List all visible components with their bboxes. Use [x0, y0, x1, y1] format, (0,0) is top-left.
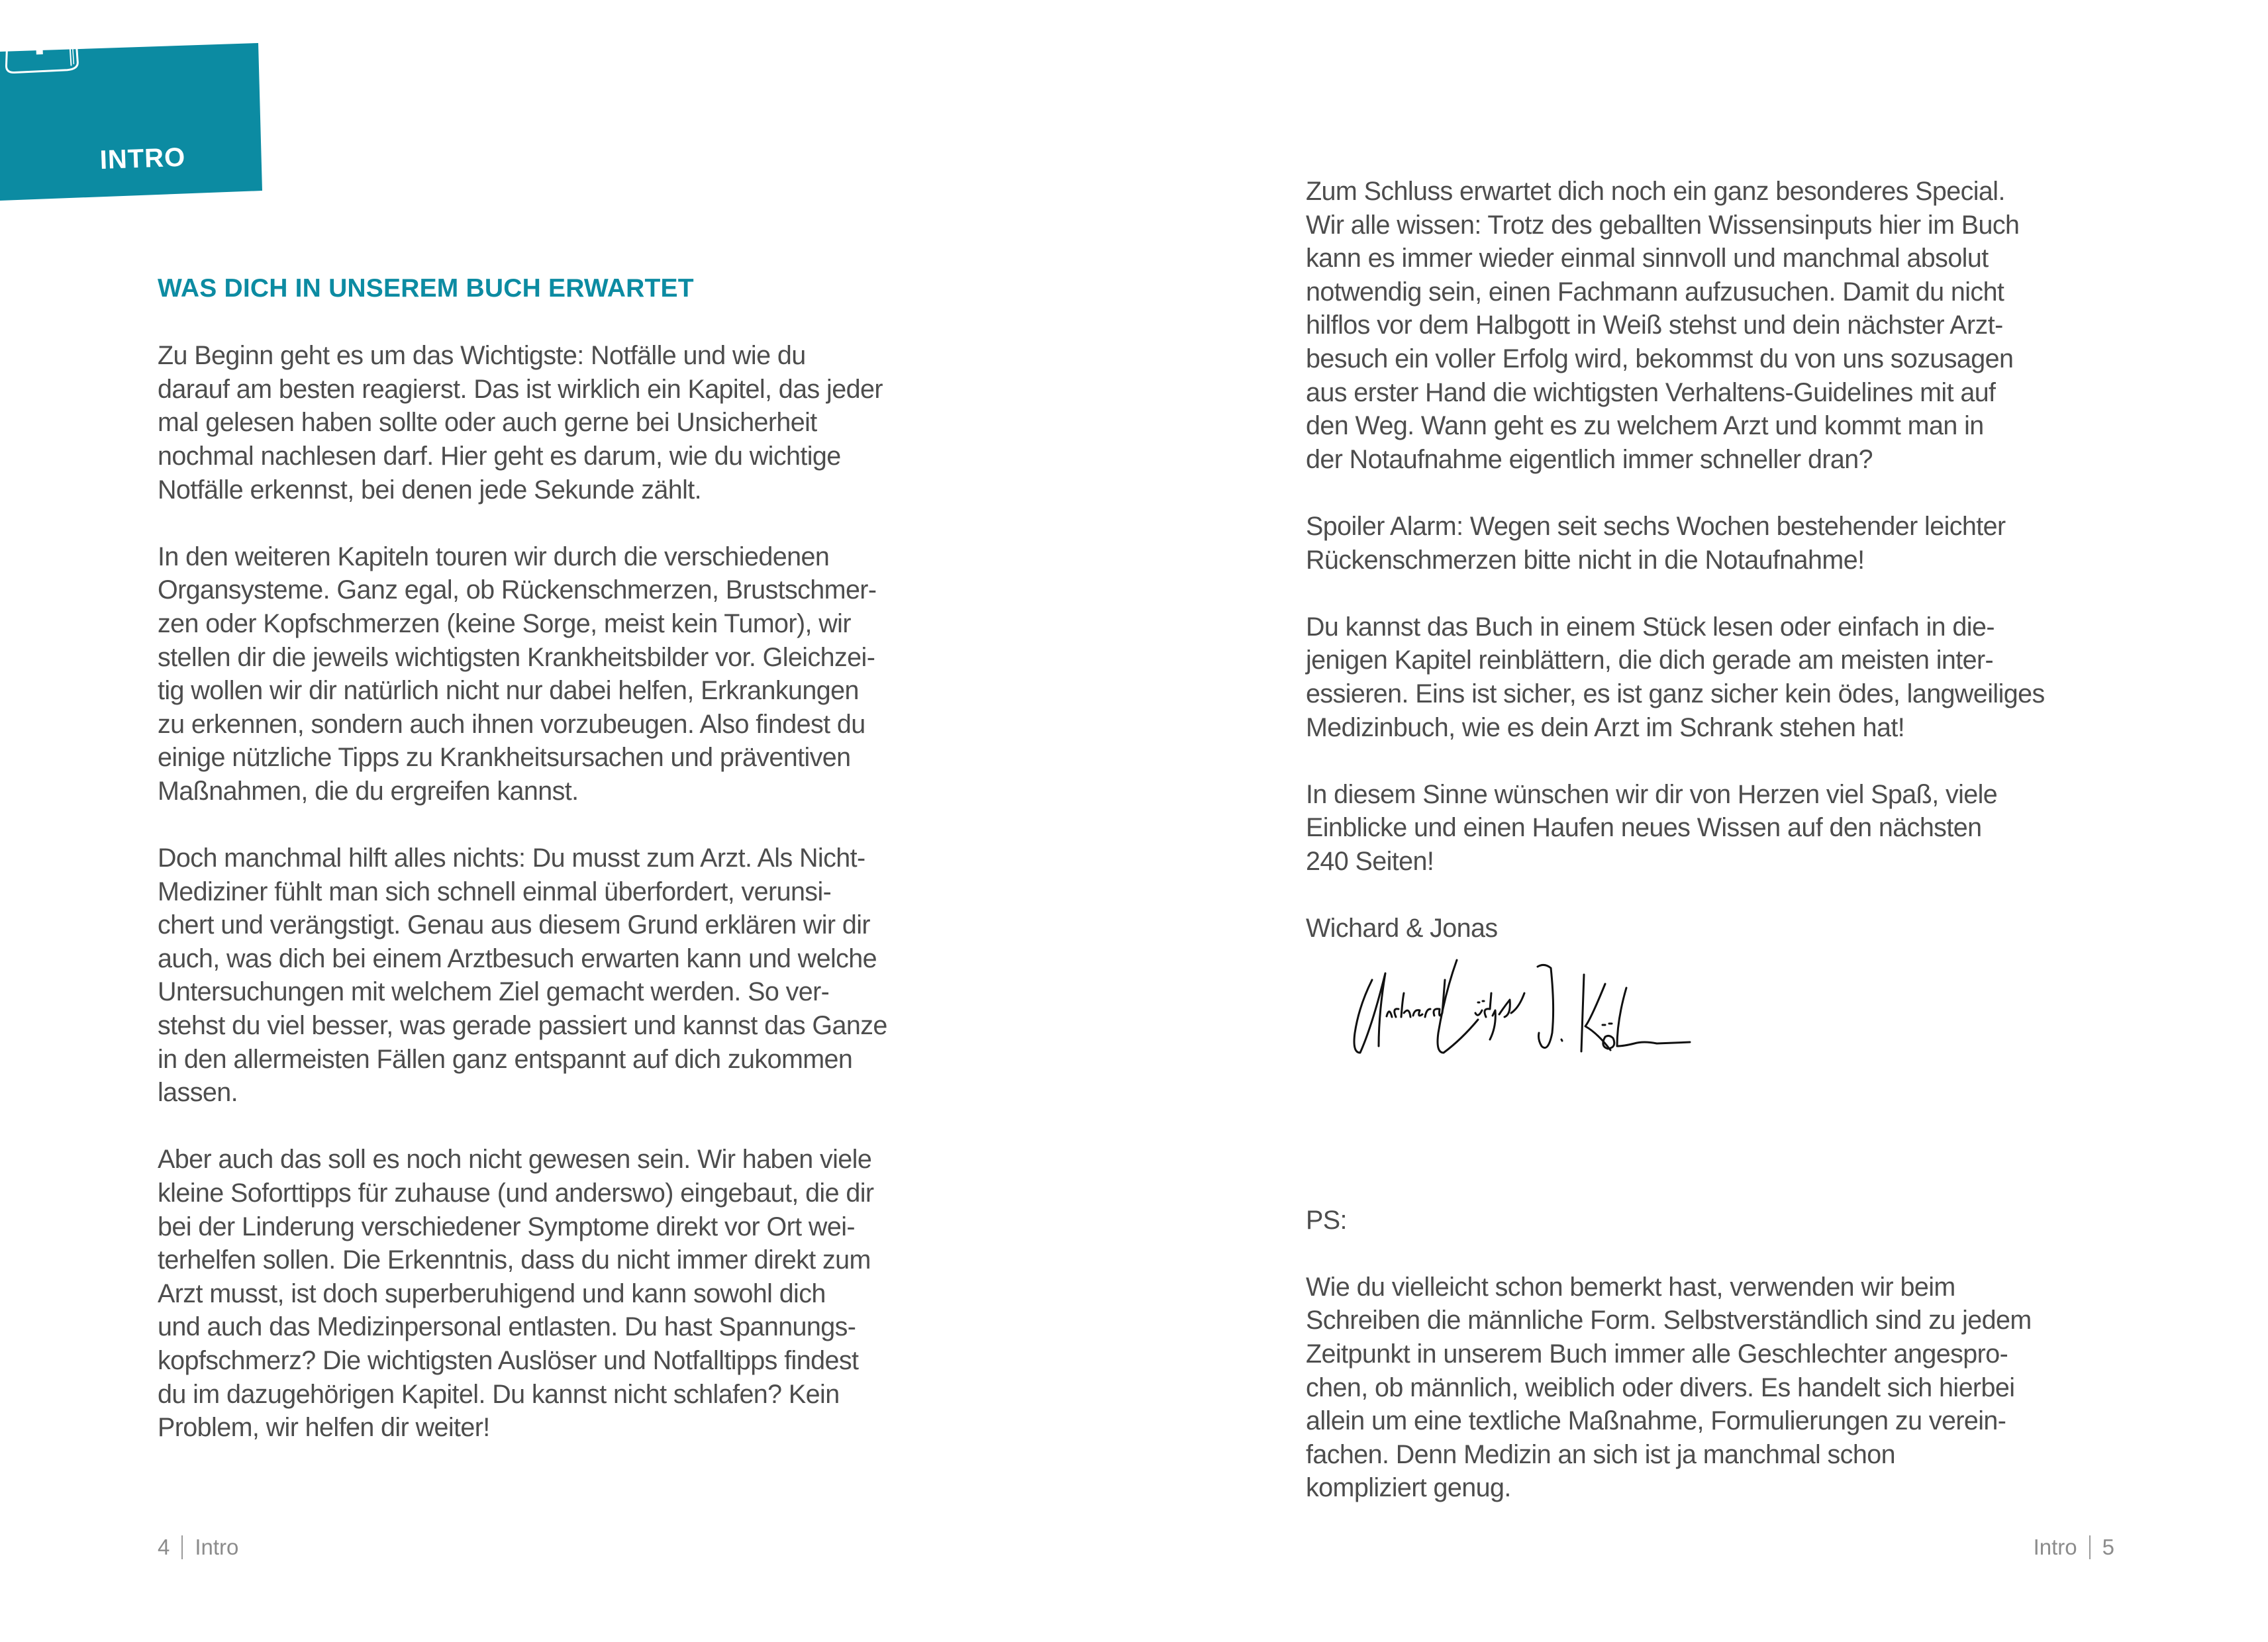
right-page-content [1306, 175, 2147, 1066]
paragraph: Zum Schluss erwartet dich noch ein ganz besonderes Special. Wir alle wissen: Trotz des geballten Wissensinputs hier im Buch kann es immer wieder einmal sinnvoll und manchmal absolut notwendig sein, einen Fachmann aufzusuchen. Damit du nicht hilflos vor dem Halbgott in Weiß stehst und dein nächster Arzt- besuch ein voller Erfolg wird, bekommst du von uns sozusagen aus erster Hand die wichtigsten Verhaltens-Guidelines mit auf den Weg. Wann geht es zu welchem Arzt und kommt man in der Notaufnahme eigentlich immer schneller dran? [1306, 177, 2020, 474]
footer-divider [181, 1535, 183, 1559]
chapter-banner [0, 0, 265, 212]
page-number: 5 [2102, 1535, 2114, 1559]
paragraph: Spoiler Alarm: Wegen seit sechs Wochen bestehender leichter Rückenschmerzen bitte nicht in die Notaufnahme! [1306, 511, 2006, 575]
page-number: 4 [158, 1535, 170, 1559]
running-section-title: Intro [2033, 1535, 2077, 1559]
paragraph: In den weiteren Kapiteln touren wir durch die verschiedenen Organsysteme. Ganz egal, ob Rückenschmerzen, Brustschmer- zen oder Kopfschmerzen (keine Sorge, meist kein Tumor), wir stellen dir die jeweils wichtigsten Krankheitsbilder vor. Gleichzei- tig wollen wir dir natürlich nicht nur dabei helfen, Erkrankungen zu erkennen, sondern auch ihnen vorzubeugen. Also findest du einige nützliche Tipps zu Krankheitsursachen und präventiven Maßnahmen, die du ergreifen kannst. [158, 542, 877, 806]
paragraph: Zu Beginn geht es um das Wichtigste: Notfälle und wie du darauf am besten reagierst. Das ist wirklich ein Kapitel, das jeder mal gelesen haben sollte oder auch gerne bei Unsicherheit nochmal nachlesen darf. Hier geht es darum, wie du wichtige Notfälle erkennst, bei denen jede Sekunde zählt. [158, 341, 883, 505]
paragraph: In diesem Sinne wünschen wir dir von Herzen viel Spaß, viele Einblicke und einen Haufen neues Wissen auf den nächsten 240 Seiten! [1306, 779, 1998, 876]
ps-label: PS: [1306, 1205, 1347, 1235]
postscript [1306, 1170, 2147, 1539]
paragraph: Aber auch das soll es noch nicht gewesen sein. Wir haben viele kleine Soforttipps für zuhause (und anderswo) eingebaut, die dir bei der Linderung verschiedener Symptome direkt vor Ort wei- terhelfen sollen. Die Erkenntnis, dass du nicht immer direkt zum Arzt musst, ist doch superberuhigend und kann sowohl dich und auch das Medizinpersonal entlasten. Du hast Spannungs- kopfschmerz? Die wichtigsten Auslöser und Notfalltipps findest du im dazugehörigen Kapitel. Du kannst nicht schlafen? Kein Problem, wir helfen dir weiter! [158, 1145, 874, 1443]
section-heading: WAS DICH IN UNSEREM BUCH ERWARTET [158, 274, 694, 303]
handwritten-signature-icon [1346, 953, 1809, 1066]
paragraph: Doch manchmal hilft alles nichts: Du musst zum Arzt. Als Nicht- Mediziner fühlt man sich schnell einmal überfordert, verunsi- chert und verängstigt. Genau aus diesem Grund erklären wir dir auch, was dich bei einem Arztbesuch erwarten kann und welche Untersuchungen mit welchem Ziel gemacht werden. So ver- stehst du viel besser, was gerade passiert und kannst das Ganze in den allermeisten Fällen ganz entspannt auf dich zukommen lassen. [158, 844, 887, 1108]
paragraph: Du kannst das Buch in einem Stück lesen oder einfach in die- jenigen Kapitel reinblättern, die dich gerade am meisten inter- essieren. Eins ist sicher, es ist ganz sicher kein ödes, langweiliges Medizinbuch, wie es dein Arzt im Schrank stehen hat! [1306, 612, 2045, 742]
sign-off: Wichard & Jonas [1306, 914, 1498, 943]
footer-right [2034, 1535, 2114, 1560]
medical-bag-icon [0, 0, 87, 77]
footer-left [158, 1535, 238, 1560]
footer-divider [2089, 1535, 2091, 1559]
running-section-title: Intro [195, 1535, 239, 1559]
left-page-content [158, 272, 999, 1478]
chapter-label: INTRO [99, 142, 186, 175]
ps-text: Wie du vielleicht schon bemerkt hast, verwenden wir beim Schreiben die männliche Form. Selbstverständlich sind zu jedem Zeitpunkt in unserem Buch immer alle Geschlechter angespro- chen, ob männlich, weiblich oder divers. Es handelt sich hierbei allein um eine textliche Maßnahme, Formulierungen zu verein- fachen. Denn Medizin an sich ist ja manchmal schon kompliziert genug. [1306, 1272, 2032, 1503]
